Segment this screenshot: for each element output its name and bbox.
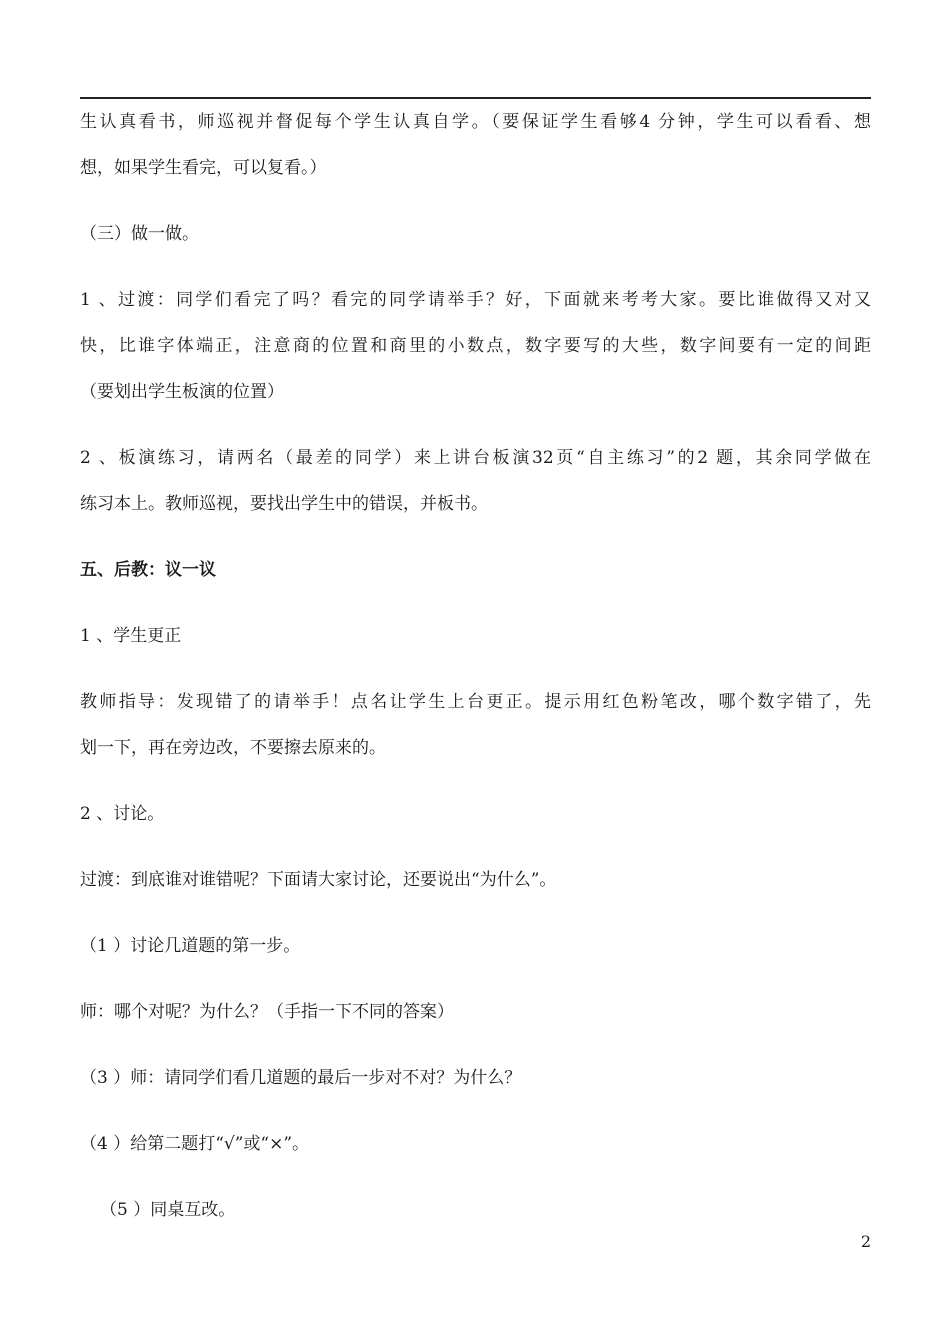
paragraph-line: （1 ）讨论几道题的第一步。 bbox=[80, 936, 301, 956]
paragraph-line: 2 、讨论。 bbox=[80, 804, 165, 824]
paragraph-line: （5 ）同桌互改。 bbox=[100, 1200, 236, 1220]
page-number: 2 bbox=[860, 1232, 871, 1251]
paragraph-line: 师：哪个对呢？为什么？（手指一下不同的答案） bbox=[80, 1002, 454, 1022]
paragraph-line: （3 ）师：请同学们看几道题的最后一步对不对？为什么？ bbox=[80, 1068, 522, 1088]
paragraph-line: 1 、过渡：同学们看完了吗？看完的同学请举手？好，下面就来考考大家。要比谁做得又对又 bbox=[80, 290, 871, 310]
paragraph-line: 生认真看书，师巡视并督促每个学生认真自学。（要保证学生看够4 分钟，学生可以看看、想 bbox=[80, 112, 871, 132]
header-rule bbox=[80, 97, 871, 99]
paragraph-line: 快，比谁字体端正，注意商的位置和商里的小数点，数字要写的大些，数字间要有一定的间距 bbox=[80, 336, 871, 356]
paragraph-line: （要划出学生板演的位置） bbox=[80, 382, 284, 402]
paragraph-line: 练习本上。教师巡视，要找出学生中的错误，并板书。 bbox=[80, 494, 488, 514]
paragraph-line: 过渡：到底谁对谁错呢？下面请大家讨论，还要说出“为什么”。 bbox=[80, 870, 557, 890]
paragraph-line: 2 、板演练习，请两名（最差的同学）来上讲台板演32页“自主练习”的2 题，其余同学做在 bbox=[80, 448, 871, 468]
section-heading: 五、后教：议一议 bbox=[80, 560, 216, 580]
paragraph-line: （4 ）给第二题打“√”或“×”。 bbox=[80, 1134, 310, 1154]
paragraph-line: 想，如果学生看完，可以复看。） bbox=[80, 158, 327, 178]
paragraph-line: 1 、学生更正 bbox=[80, 626, 182, 646]
section-subheading: （三）做一做。 bbox=[80, 224, 199, 244]
paragraph-line: 教师指导：发现错了的请举手！点名让学生上台更正。提示用红色粉笔改，哪个数字错了，先 bbox=[80, 692, 871, 712]
paragraph-line: 划一下，再在旁边改，不要擦去原来的。 bbox=[80, 738, 386, 758]
